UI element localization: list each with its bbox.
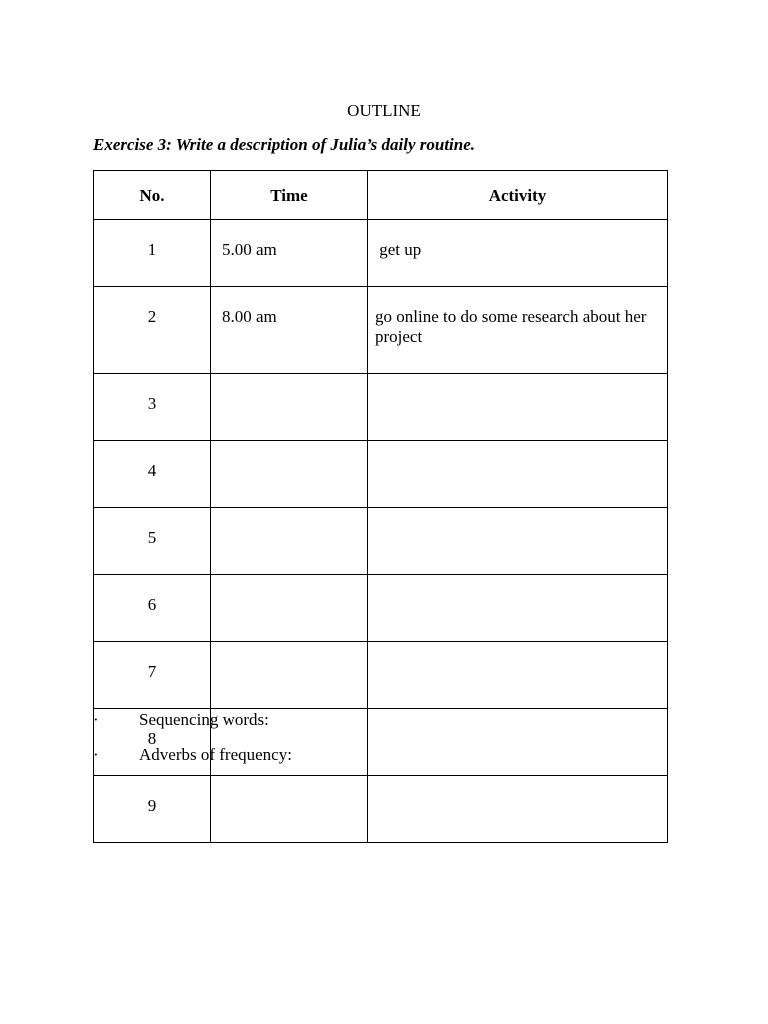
time-cell[interactable] — [211, 776, 368, 843]
list-item — [93, 710, 292, 745]
activity-cell[interactable]: get up — [368, 220, 668, 287]
header-activity: Activity — [368, 171, 668, 220]
row-number: 7 — [94, 642, 211, 709]
row-number: 9 — [94, 776, 211, 843]
exercise-instruction: Exercise 3: Write a description of Julia’s daily routine. — [93, 135, 476, 154]
table-row — [94, 575, 668, 642]
row-number: 3 — [94, 374, 211, 441]
row-number: 5 — [94, 508, 211, 575]
time-cell[interactable] — [211, 575, 368, 642]
header-time: Time — [211, 171, 368, 220]
activity-cell[interactable] — [368, 709, 668, 776]
bullet: · — [93, 710, 99, 729]
adverbs-of-frequency-label: Adverbs of frequency: — [139, 745, 292, 764]
table-row — [94, 508, 668, 575]
time-cell[interactable] — [211, 642, 368, 709]
table-row — [94, 220, 668, 287]
bullet: · — [93, 745, 99, 764]
row-number: 4 — [94, 441, 211, 508]
activity-cell[interactable] — [368, 441, 668, 508]
sequencing-words-label: Sequencing words: — [139, 710, 269, 729]
activity-cell[interactable] — [368, 374, 668, 441]
table-row — [94, 374, 668, 441]
time-cell[interactable] — [211, 441, 368, 508]
table-row — [94, 642, 668, 709]
notes-list — [93, 710, 292, 780]
time-cell[interactable]: 5.00 am — [211, 220, 368, 287]
time-cell[interactable]: 8.00 am — [211, 287, 368, 374]
time-cell[interactable] — [211, 508, 368, 575]
activity-cell[interactable] — [368, 575, 668, 642]
table-row — [94, 776, 668, 843]
row-number: 2 — [94, 287, 211, 374]
table-header-row — [94, 171, 668, 220]
table-row — [94, 287, 668, 374]
page-title: OUTLINE — [347, 101, 421, 120]
list-item — [93, 745, 292, 780]
row-number: 6 — [94, 575, 211, 642]
activity-cell[interactable]: go online to do some research about her project — [368, 287, 668, 374]
row-number: 1 — [94, 220, 211, 287]
row-number: 8 — [94, 709, 211, 776]
activity-cell[interactable] — [368, 776, 668, 843]
table-row — [94, 441, 668, 508]
activity-cell[interactable] — [368, 642, 668, 709]
header-no: No. — [94, 171, 211, 220]
time-cell[interactable] — [211, 374, 368, 441]
activity-cell[interactable] — [368, 508, 668, 575]
